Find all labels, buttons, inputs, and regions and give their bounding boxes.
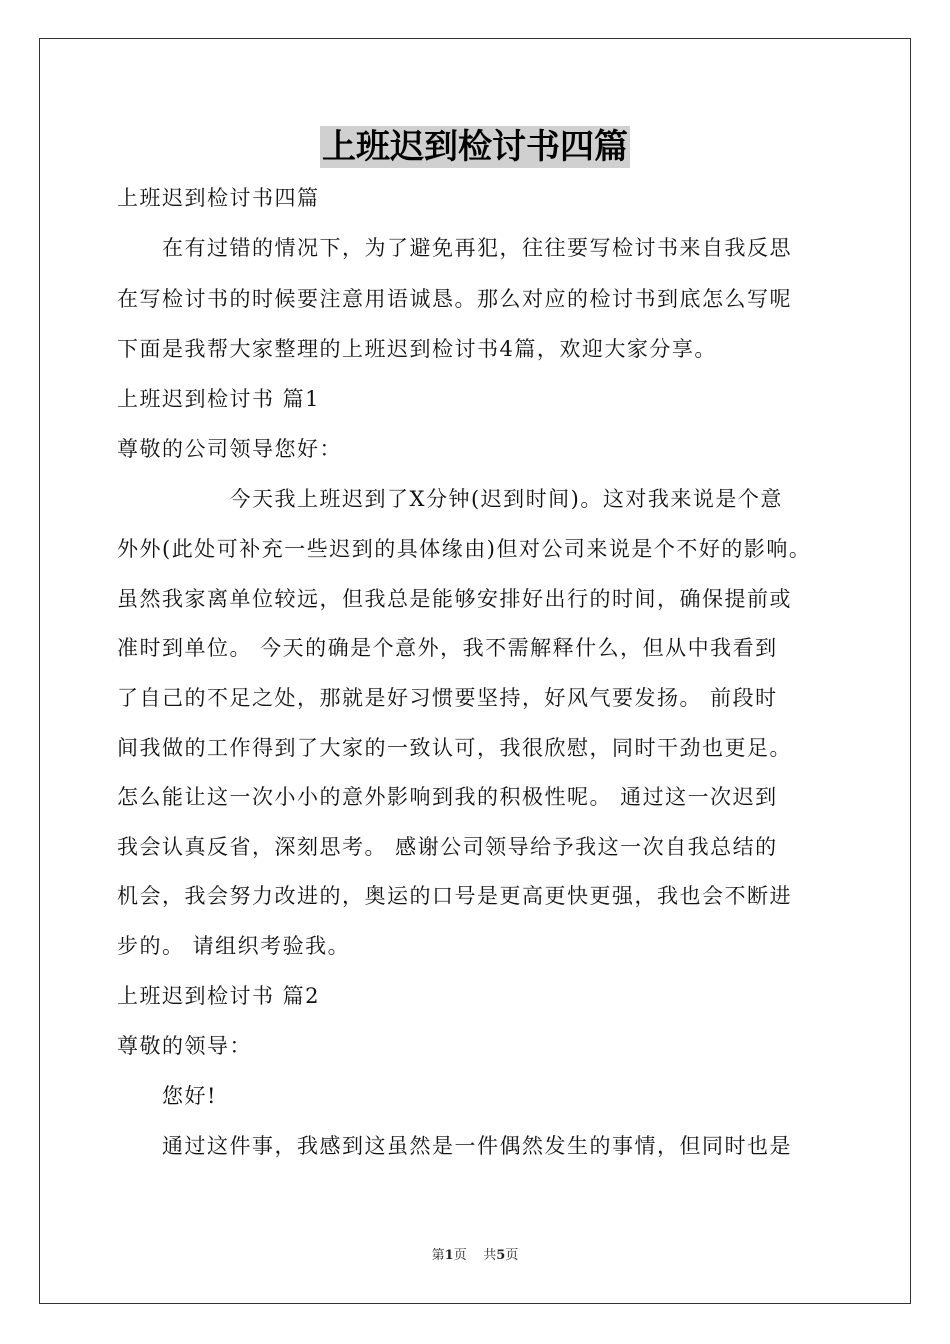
section-heading: 上班迟到检讨书 篇1 [117,387,321,411]
paragraph-line: 外外(此处可补充一些迟到的具体缘由)但对公司来说是个不好的影响。 [117,537,812,561]
paragraph-line: 准时到单位。 今天的确是个意外，我不需解释什么，但从中我看到 [117,636,778,660]
footer-total-prefix: 共 [483,1248,497,1263]
footer-total-pages: 5 [496,1248,506,1263]
paragraph-line: 机会，我会努力改进的，奥运的口号是更高更快更强，我也会不断进 [117,884,792,908]
paragraph-line: 在写检讨书的时候要注意用语诚恳。那么对应的检讨书到底怎么写呢 [117,287,792,311]
footer-page-prefix: 第 [431,1248,445,1263]
paragraph-line: 下面是我帮大家整理的上班迟到检讨书4篇，欢迎大家分享。 [117,337,717,361]
footer-total-suffix: 页 [505,1248,519,1263]
paragraph-line: 虽然我家离单位较远，但我总是能够安排好出行的时间，确保提前或 [117,587,792,611]
page-border [39,38,911,1304]
title-container [0,126,950,168]
paragraph-line: 通过这件事，我感到这虽然是一件偶然发生的事情，但同时也是 [117,1134,792,1158]
paragraph-line: 我会认真反省，深刻思考。 感谢公司领导给予我这一次自我总结的 [117,835,778,859]
greeting: 您好! [117,1084,217,1108]
footer-page-suffix: 页 [453,1248,467,1263]
page-footer [0,1247,950,1265]
paragraph-line: 在有过错的情况下，为了避免再犯，往往要写检讨书来自我反思 [117,236,792,260]
paragraph-line: 了自己的不足之处，那就是好习惯要坚持，好风气要发扬。 前段时 [117,686,778,710]
section-heading: 上班迟到检讨书 篇2 [117,984,321,1008]
salutation: 尊敬的领导： [117,1034,252,1058]
salutation: 尊敬的公司领导您好： [117,437,342,461]
paragraph-line: 间我做的工作得到了大家的一致认可，我很欣慰，同时干劲也更足。 [117,736,792,760]
document-title: 上班迟到检讨书四篇 [322,127,628,167]
footer-page-number: 1 [444,1248,454,1263]
paragraph-line: 步的。 请组织考验我。 [117,934,351,958]
paragraph-line: 今天我上班迟到了X分钟(迟到时间)。这对我来说是个意 [117,487,783,511]
subtitle-line: 上班迟到检讨书四篇 [117,186,320,210]
paragraph-line: 怎么能让这一次小小的意外影响到我的积极性呢。 通过这一次迟到 [117,785,778,809]
